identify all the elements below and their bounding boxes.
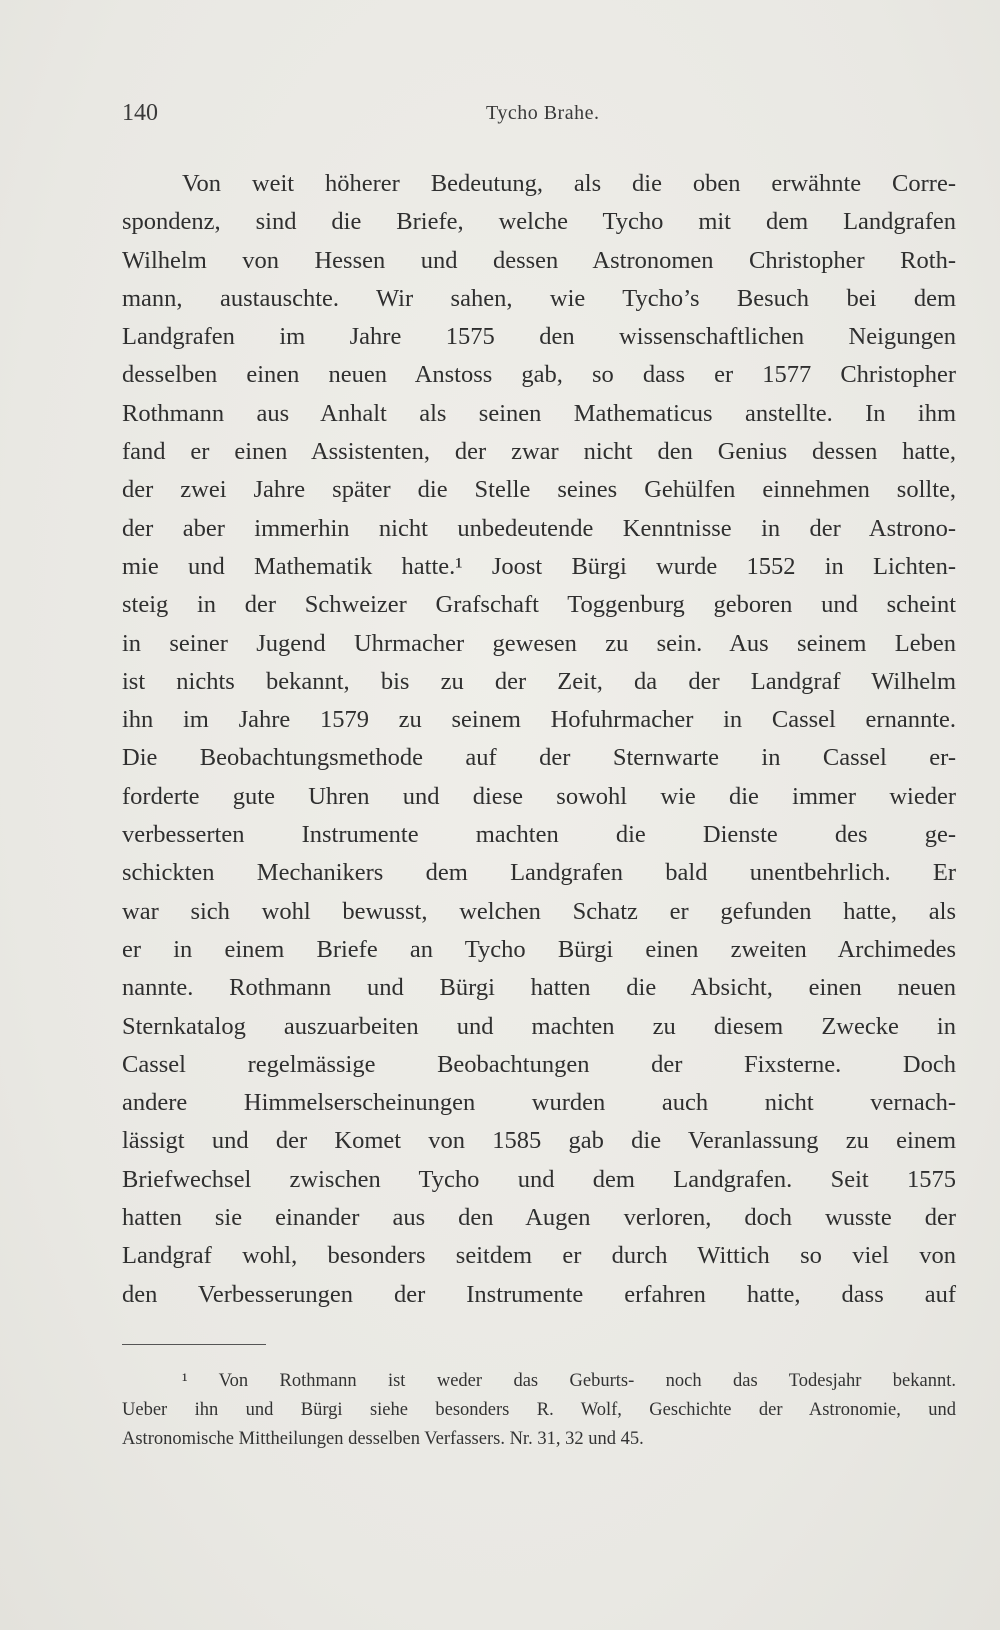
text-line: hatten sie einander aus den Augen verloren, doch wusste der xyxy=(122,1204,956,1232)
footnote-line: ¹ Von Rothmann ist weder das Geburts- noch das Todesjahr bekannt. xyxy=(182,1371,956,1391)
text-line: Rothmann aus Anhalt als seinen Mathematicus anstellte. In ihm xyxy=(122,399,956,427)
text-line: andere Himmelserscheinungen wurden auch nicht vernach- xyxy=(122,1089,956,1117)
text-line: fand er einen Assistenten, der zwar nicht den Genius dessen hatte, xyxy=(122,438,956,466)
text-line: der aber immerhin nicht unbedeutende Kenntnisse in der Astrono- xyxy=(122,514,956,542)
text-line: schickten Mechanikers dem Landgrafen bald unentbehrlich. Er xyxy=(122,859,956,887)
text-line: den Verbesserungen der Instrumente erfahren hatte, dass auf xyxy=(122,1280,956,1308)
footnote-line: Astronomische Mittheilungen desselben Verfassers. Nr. 31, 32 und 45. xyxy=(122,1429,644,1449)
text-line: nannte. Rothmann und Bürgi hatten die Absicht, einen neuen xyxy=(122,974,956,1002)
text-line: Landgraf wohl, besonders seitdem er durch Wittich so viel von xyxy=(122,1242,956,1270)
text-line: Briefwechsel zwischen Tycho und dem Landgrafen. Seit 1575 xyxy=(122,1165,956,1193)
footnote-line: Ueber ihn und Bürgi siehe besonders R. Wolf, Geschichte der Astronomie, und xyxy=(122,1400,956,1420)
page-header xyxy=(122,100,956,130)
footnote-divider xyxy=(122,1344,266,1345)
text-line: mie und Mathematik hatte.¹ Joost Bürgi wurde 1552 in Lichten- xyxy=(122,552,956,580)
text-line: war sich wohl bewusst, welchen Schatz er gefunden hatte, als xyxy=(122,897,956,925)
text-line: Cassel regelmässige Beobachtungen der Fixsterne. Doch xyxy=(122,1050,956,1078)
text-line: Von weit höherer Bedeutung, als die oben erwähnte Corre- xyxy=(182,170,956,197)
body-paragraph xyxy=(122,165,956,1314)
text-line: ist nichts bekannt, bis zu der Zeit, da der Landgraf Wilhelm xyxy=(122,667,956,695)
page-number: 140 xyxy=(122,100,158,126)
text-line: lässigt und der Komet von 1585 gab die Veranlassung zu einem xyxy=(122,1127,956,1155)
running-title: Tycho Brahe. xyxy=(486,102,600,124)
text-line: er in einem Briefe an Tycho Bürgi einen zweiten Archimedes xyxy=(122,935,956,963)
text-line: Die Beobachtungsmethode auf der Sternwarte in Cassel er- xyxy=(122,744,956,772)
text-line: mann, austauschte. Wir sahen, wie Tycho’s Besuch bei dem xyxy=(122,284,956,312)
text-line: ihn im Jahre 1579 zu seinem Hofuhrmacher in Cassel ernannte. xyxy=(122,706,956,734)
footnote xyxy=(122,1367,956,1454)
text-line: steig in der Schweizer Grafschaft Toggenburg geboren und scheint xyxy=(122,591,956,619)
text-line: in seiner Jugend Uhrmacher gewesen zu sein. Aus seinem Leben xyxy=(122,629,956,657)
text-line: desselben einen neuen Anstoss gab, so dass er 1577 Christopher xyxy=(122,361,956,389)
text-line: der zwei Jahre später die Stelle seines Gehülfen einnehmen sollte, xyxy=(122,476,956,504)
text-line: verbesserten Instrumente machten die Dienste des ge- xyxy=(122,821,956,849)
text-line: Wilhelm von Hessen und dessen Astronomen Christopher Roth- xyxy=(122,246,956,274)
text-line: Sternkatalog auszuarbeiten und machten zu diesem Zwecke in xyxy=(122,1012,956,1040)
text-line: forderte gute Uhren und diese sowohl wie die immer wieder xyxy=(122,782,956,810)
text-line: spondenz, sind die Briefe, welche Tycho mit dem Landgrafen xyxy=(122,208,956,236)
text-line: Landgrafen im Jahre 1575 den wissenschaftlichen Neigungen xyxy=(122,323,956,351)
